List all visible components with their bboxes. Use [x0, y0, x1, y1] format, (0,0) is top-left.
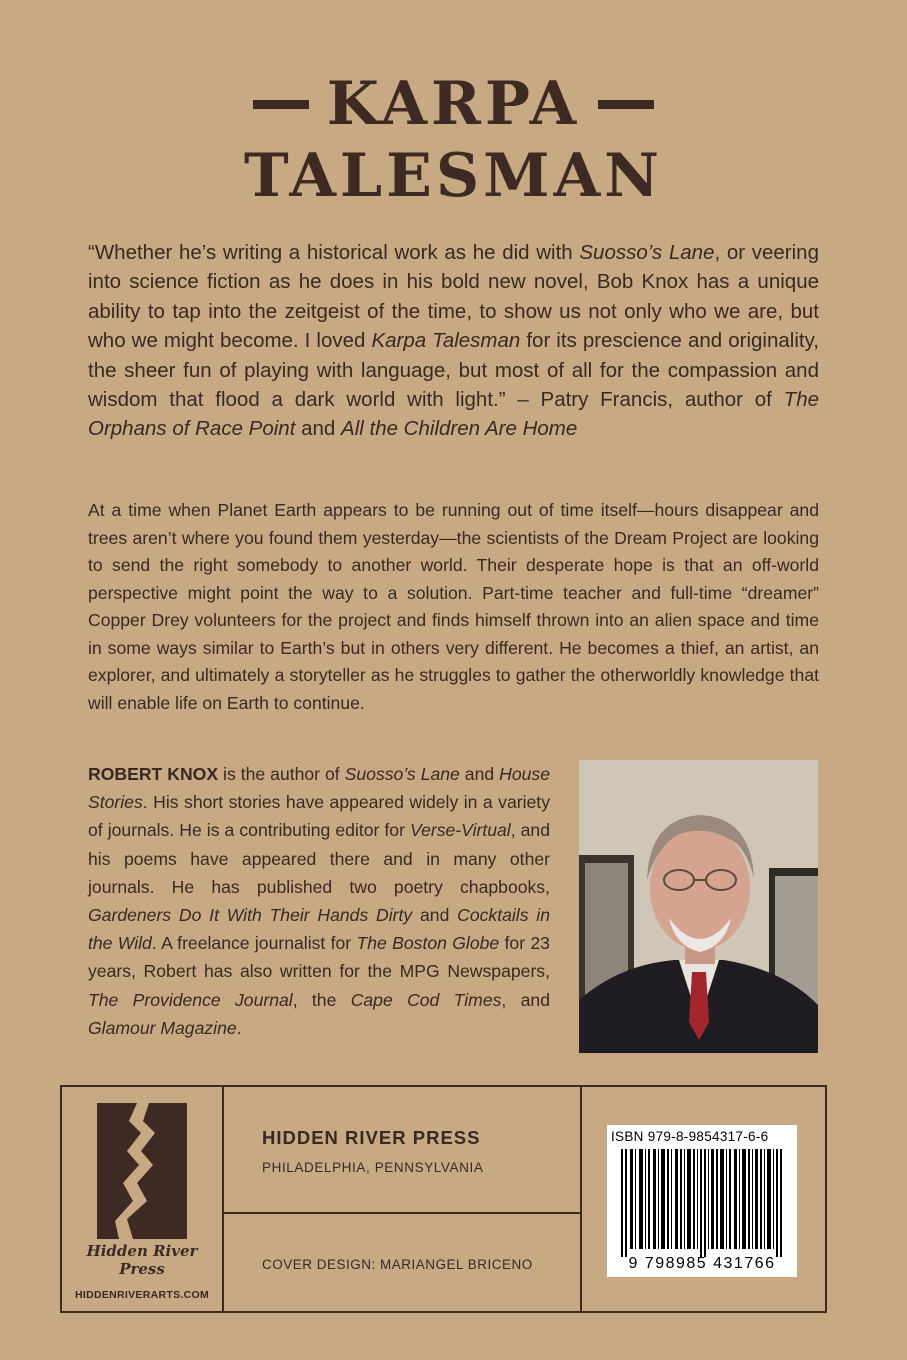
isbn-label: ISBN 979-8-9854317-6-6 — [611, 1129, 769, 1144]
publisher-info-panel — [222, 1087, 582, 1311]
endorsement-quote: “Whether he’s writing a historical work as he did with Suosso’s Lane, or veering into science fiction as he does in his bold new novel, Bob Knox has a unique ability to tap into the zeitgeist of the time, to show us not only who we are, but who we might become. I loved Karpa Talesman for its prescience and originality, the sheer fun of playing with language, but most of all for the compassion and wisdom that flood a dark world with light.” – Patry Francis, author of The Orphans of Race Point and All the Children Are Home — [88, 241, 819, 441]
logo-wordmark: Hidden River Press — [86, 1242, 198, 1278]
book-blurb: At a time when Planet Earth appears to be running out of time itself—hours disappear and trees aren’t where you found them yesterday—the scientists of the Dream Project are looking to send the right somebody to another world. Their desperate hope is that an off-world perspective might point the way to a solution. Part-time teacher and full-time “dreamer” Copper Drey volunteers for the project and finds himself thrown into an alien space and time in some ways similar to Earth’s but in others very different. He becomes a thief, an artist, an explorer, and ultimately a storyteller as he struggles to gather the otherworldly knowledge that will enable life on Earth to continue. — [88, 500, 819, 713]
press-location: PHILADELPHIA, PENNSYLVANIA — [262, 1160, 484, 1175]
river-logo-icon — [97, 1103, 187, 1239]
book-title — [0, 68, 907, 212]
title-dash-left — [253, 100, 309, 109]
author-name: ROBERT KNOX — [88, 764, 219, 784]
isbn-barcode — [607, 1125, 797, 1277]
author-bio: ROBERT KNOX is the author of Suosso’s Lane and House Stories. His short stories have appeared widely in a variety of journals. He is a contributing editor for Verse-Virtual, and his poems have appeared there and in many other journals. He has published two poetry chapbooks, Gardeners Do It With Their Hands Dirty and Cocktails in the Wild. A freelance journalist for The Boston Globe for 23 years, Robert has also written for the MPG Newspapers, The Providence Journal, the Cape Cod Times, and Glamour Magazine. — [88, 764, 550, 1038]
publisher-name-cell — [222, 1087, 580, 1214]
author-portrait-illustration — [579, 760, 818, 1053]
barcode-number: 9 798985 431766 — [628, 1255, 776, 1272]
title-line-2: TALESMAN — [244, 141, 663, 211]
title-dash-right — [598, 100, 654, 109]
publisher-footer — [60, 1085, 827, 1313]
cover-design-credit: COVER DESIGN: MARIANGEL BRICENO — [262, 1257, 533, 1272]
title-karpa: KARPA — [326, 69, 581, 139]
publisher-logo-panel — [62, 1087, 224, 1311]
press-name: HIDDEN RIVER PRESS — [262, 1127, 481, 1148]
author-photo — [579, 760, 818, 1053]
publisher-url: HIDDENRIVERARTS.COM — [74, 1289, 210, 1301]
barcode-bars-icon — [621, 1149, 783, 1257]
title-line-1 — [0, 68, 907, 140]
barcode-panel — [580, 1087, 825, 1311]
